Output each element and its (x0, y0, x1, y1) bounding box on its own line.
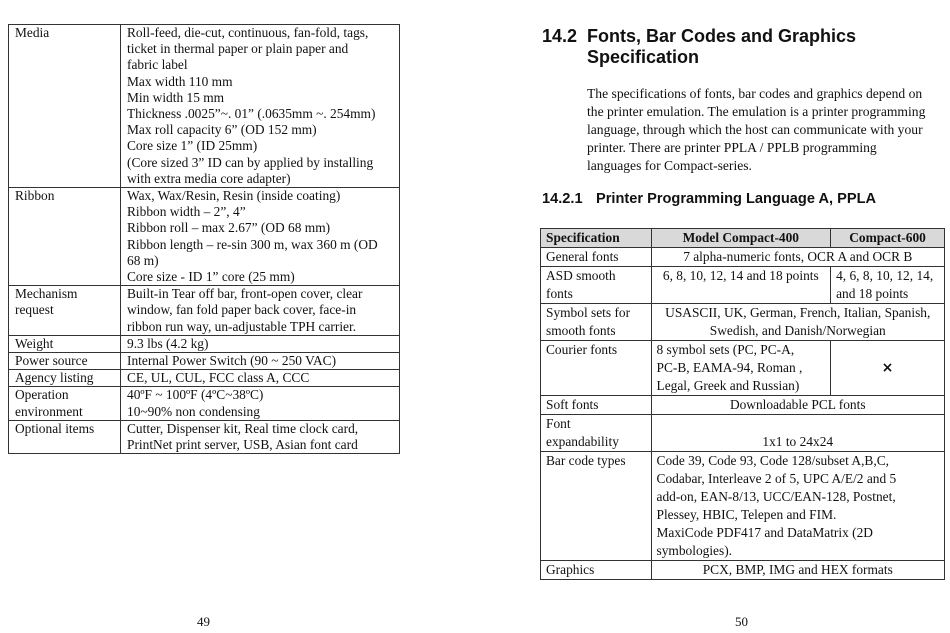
section-heading (542, 26, 856, 68)
header-compact-400: Model Compact-400 (651, 229, 831, 248)
row-value (121, 420, 400, 453)
value-line: Code 39, Code 93, Code 128/subset A,B,C, (656, 453, 889, 468)
row-label (9, 25, 121, 188)
label-line: fonts (546, 286, 573, 301)
row-label (541, 415, 652, 452)
row-value: 7 alpha-numeric fonts, OCR A and OCR B (651, 248, 944, 267)
row-label (541, 304, 652, 341)
row-label (9, 188, 121, 286)
value-line: window, fan fold paper back cover, face-in (127, 302, 357, 318)
page-number: 50 (735, 614, 748, 629)
value-line: add-on, EAN-8/13, UCC/EAN-128, Postnet, (656, 489, 896, 504)
row-value (121, 335, 400, 352)
label-line: Symbol sets for (546, 305, 631, 320)
value-line: Core size - ID 1” core (25 mm) (127, 269, 295, 285)
row-value (121, 353, 400, 370)
table-row (541, 248, 945, 267)
row-value (121, 25, 400, 188)
compact-400-value: 6, 8, 10, 12, 14 and 18 points (651, 267, 831, 304)
value-line: USASCII, UK, German, French, Italian, Spanish, (665, 305, 931, 320)
row-label: Soft fonts (541, 396, 652, 415)
compact-600-value (831, 267, 945, 304)
table-header-row (541, 229, 945, 248)
intro-line: the printer emulation. The emulation is a printer programming (587, 104, 926, 119)
label-line: ASD smooth (546, 268, 616, 283)
value-line: ribbon run way, un-adjustable TPH carrier. (127, 318, 357, 334)
value-line: Ribbon width – 2”, 4” (127, 204, 246, 220)
value-line: Built-in Tear off bar, front-open cover, clear (127, 286, 363, 302)
value-line: with extra media core adapter) (127, 170, 291, 186)
row-value (121, 387, 400, 420)
row-value (121, 370, 400, 387)
label-line: Ribbon (15, 188, 55, 204)
label-line: Font (546, 416, 571, 431)
value-line: and 18 points (836, 286, 909, 301)
intro-line: languages for Compact-series. (587, 158, 752, 173)
value-line: PrintNet print server, USB, Asian font card (127, 437, 358, 453)
section-title-line2: Specification (587, 47, 700, 67)
value-line: Thickness .0025”~. 01” (.0635mm ~. 254mm) (127, 106, 376, 122)
header-compact-600: Compact-600 (831, 229, 945, 248)
table-row (541, 561, 945, 580)
header-specification: Specification (541, 229, 652, 248)
value-line: (Core sized 3” ID can by applied by installing (127, 154, 374, 170)
section-number: 14.2 (542, 26, 578, 46)
value-line: Roll-feed, die-cut, continuous, fan-fold, tags, (127, 25, 369, 40)
label-line: Optional items (15, 420, 95, 436)
row-value (121, 286, 400, 336)
label-line: Agency listing (15, 370, 94, 386)
value-line: symbologies). (656, 543, 733, 558)
value-line: MaxiCode PDF417 and DataMatrix (2D (656, 525, 873, 540)
printer-spec-table (8, 24, 400, 454)
table-row (9, 335, 400, 352)
row-label (9, 387, 121, 420)
not-supported-icon: × (831, 341, 945, 396)
right-page (475, 0, 950, 633)
table-row (9, 420, 400, 453)
value-line: Max width 110 mm (127, 73, 233, 89)
row-label: General fonts (541, 248, 652, 267)
value-line: Ribbon length – re-sin 300 m, wax 360 m (OD (127, 236, 378, 252)
value-line: Max roll capacity 6” (OD 152 mm) (127, 122, 317, 138)
row-value (651, 452, 944, 561)
label-line: Media (15, 25, 50, 40)
value-line: Ribbon roll – max 2.67” (OD 68 mm) (127, 220, 331, 236)
value-line: Swedish, and Danish/Norwegian (709, 323, 886, 338)
row-label: Graphics (541, 561, 652, 580)
intro-paragraph (587, 85, 947, 175)
table-row (9, 387, 400, 420)
value-line: fabric label (127, 57, 188, 73)
table-row (9, 188, 400, 286)
section-title-line1: Fonts, Bar Codes and Graphics (587, 26, 857, 46)
page-number: 49 (197, 614, 210, 629)
value-line: Internal Power Switch (90 ~ 250 VAC) (127, 353, 337, 369)
value-line: 10~90% non condensing (127, 403, 260, 419)
subsection-title: Printer Programming Language A, PPLA (596, 191, 877, 207)
row-label (9, 335, 121, 352)
row-label (9, 286, 121, 336)
table-row (541, 415, 945, 452)
row-label: Courier fonts (541, 341, 652, 396)
row-value: 1x1 to 24x24 (651, 415, 944, 452)
row-label (9, 353, 121, 370)
value-line: 4, 6, 8, 10, 12, 14, (836, 268, 934, 283)
intro-line: language, through which the host can communicate with your (587, 122, 923, 137)
row-label (9, 420, 121, 453)
label-line: Operation (15, 387, 69, 403)
value-line: Min width 15 mm (127, 89, 225, 105)
label-line: environment (15, 403, 83, 419)
table-row (541, 396, 945, 415)
label-line: Weight (15, 335, 54, 351)
value-line: Codabar, Interleave 2 of 5, UPC A/E/2 and 5 (656, 471, 897, 486)
row-label (9, 370, 121, 387)
value-line: 68 m) (127, 252, 159, 268)
value-line: Cutter, Dispenser kit, Real time clock card, (127, 420, 359, 436)
value-line: Core size 1” (ID 25mm) (127, 138, 258, 154)
table-row (541, 341, 945, 396)
intro-line: The specifications of fonts, bar codes and graphics depend on (587, 86, 923, 101)
label-line: Mechanism (15, 286, 78, 302)
row-label: Bar code types (541, 452, 652, 561)
value-line: CE, UL, CUL, FCC class A, CCC (127, 370, 310, 386)
row-value (121, 188, 400, 286)
value-line: 9.3 lbs (4.2 kg) (127, 335, 209, 351)
label-line: expandability (546, 434, 619, 449)
compact-400-value (651, 341, 831, 396)
value-line: Legal, Greek and Russian) (656, 378, 800, 393)
spec-table-body (9, 25, 400, 454)
intro-line: printer. There are printer PPLA / PPLB programming (587, 140, 877, 155)
table-row (541, 452, 945, 561)
row-value (651, 304, 944, 341)
row-label (541, 267, 652, 304)
value-line: 40ºF ~ 100ºF (4ºC~38ºC) (127, 387, 264, 403)
subsection-number: 14.2.1 (542, 191, 583, 207)
value-line: ticket in thermal paper or plain paper and (127, 41, 349, 57)
label-line: request (15, 302, 54, 318)
table-row (9, 370, 400, 387)
label-line: smooth fonts (546, 323, 616, 338)
value-line: PC-B, EAMA-94, Roman , (656, 360, 803, 375)
value-line: Plessey, HBIC, Telepen and FIM. (656, 507, 837, 522)
table-row (541, 267, 945, 304)
table-row (9, 353, 400, 370)
label-line: Power source (15, 353, 88, 369)
value-line: 8 symbol sets (PC, PC-A, (656, 342, 795, 357)
row-value: Downloadable PCL fonts (651, 396, 944, 415)
ppla-spec-table (540, 228, 945, 580)
table-row (9, 286, 400, 336)
table-row (541, 304, 945, 341)
row-value: PCX, BMP, IMG and HEX formats (651, 561, 944, 580)
value-line: Wax, Wax/Resin, Resin (inside coating) (127, 188, 341, 204)
subsection-heading (542, 191, 876, 207)
table-row (9, 25, 400, 188)
